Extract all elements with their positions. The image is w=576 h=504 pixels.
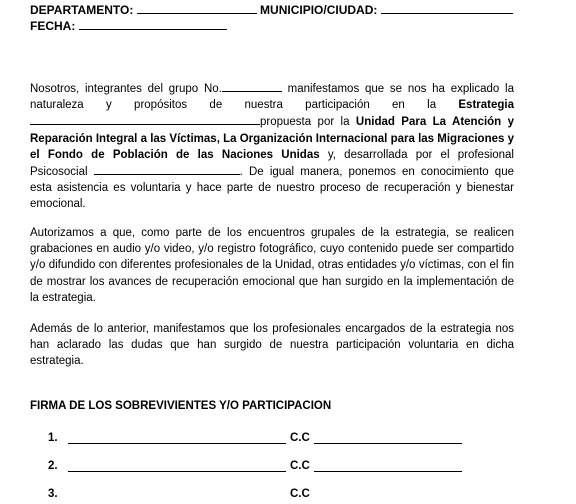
paragraph-clarification: Además de lo anterior, manifestamos que los profesionales encargados de la estrategia nos han aclarado las dudas que han surgido de nuestra participación voluntaria en dicha estrategia. [30, 323, 514, 368]
cc-label: C.C [290, 460, 310, 472]
paragraph-consent [30, 80, 514, 213]
signature-number: 1. [48, 432, 58, 444]
para1-text-e: . De igual manera, ponemos en conocimiento que esta asistencia es voluntaria y hace parte de nuestro proceso de recuperación y bienestar emocional. [30, 166, 514, 211]
cc-field[interactable] [314, 471, 462, 472]
group-number-field[interactable] [222, 80, 282, 92]
municipio-label: MUNICIPIO/CIUDAD: [260, 3, 378, 17]
municipio-field[interactable] [381, 2, 513, 14]
strategy-label: Estrategia [458, 99, 514, 112]
para1-text-a: Nosotros, integrantes del grupo No. [30, 83, 222, 95]
cc-field[interactable] [314, 443, 462, 444]
departamento-label: DEPARTAMENTO: [30, 3, 134, 17]
para1-text-d: y, desarrollada por el profesional Psicosocial [30, 148, 514, 179]
para1-text-c: propuesta por la [260, 116, 356, 129]
signature-field[interactable] [68, 471, 286, 472]
fecha-label: FECHA: [30, 19, 76, 33]
departamento-field[interactable] [137, 2, 257, 14]
cc-label: C.C [290, 432, 310, 444]
signatures-title: FIRMA DE LOS SOBREVIVIENTES Y/O PARTICIPACION [30, 400, 332, 412]
header-line-1 [30, 2, 513, 17]
cc-label: C.C [290, 488, 310, 500]
header-line-2 [30, 18, 227, 33]
signature-field[interactable] [68, 443, 286, 444]
fecha-field[interactable] [79, 18, 227, 30]
psicosocial-name-field[interactable] [94, 163, 240, 175]
strategy-name-field[interactable] [30, 113, 260, 125]
paragraph-authorization: Autorizamos a que, como parte de los encuentros grupales de la estrategia, se realicen grabaciones en audio y/o video, y/o registro fotográfico, cuyo contenido puede ser compartido y/o difundido con diferentes profesionales de la Unidad, otras entidades y/o víctimas, con el fin de mostrar los avances de recuperación emocional que han surgido en la implementación de la estrategia. [30, 227, 514, 304]
organizations-text: Unidad Para La Atención y Reparación Integral a las Víctimas, La Organización Internacional para las Migraciones y el Fondo de Población de las Naciones Unidas [30, 116, 514, 161]
signature-number: 3. [48, 488, 58, 500]
para1-text-b: manifestamos que se nos ha explicado la naturaleza y propósitos de nuestra participación en la [30, 83, 515, 112]
signature-number: 2. [48, 460, 58, 472]
